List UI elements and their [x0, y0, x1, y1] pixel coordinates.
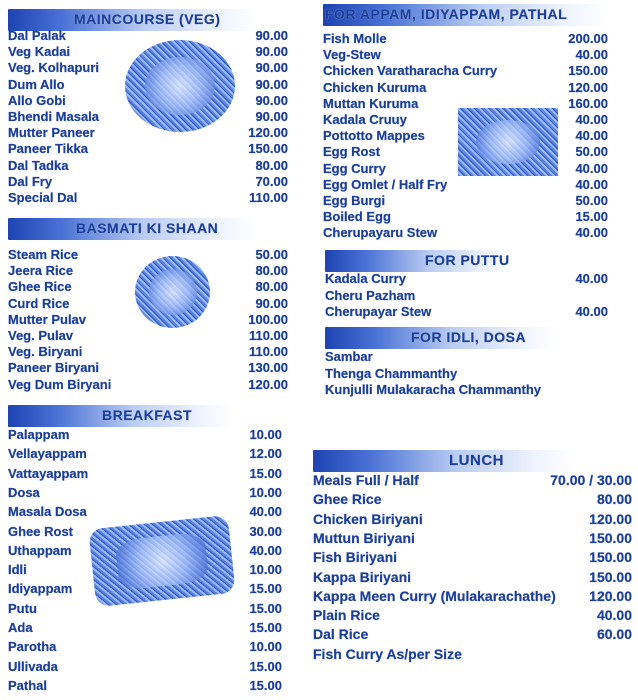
item-name: Kappa Biriyani [313, 568, 412, 585]
appam-header [323, 4, 608, 26]
breakfast-item [8, 427, 282, 443]
appam-item [323, 63, 608, 79]
item-name: Parotha [8, 639, 57, 655]
puttu-item [325, 304, 608, 320]
item-name: Bhendi Masala [8, 109, 100, 124]
item-name: Kunjulli Mulakaracha Chammanthy [325, 382, 541, 397]
item-price: 90.00 [255, 295, 288, 311]
item-name: Ghee Rice [313, 491, 382, 508]
appam-item [323, 177, 608, 193]
item-price: 90.00 [255, 92, 288, 108]
item-price: 15.00 [249, 677, 282, 693]
rice-photo [135, 256, 210, 328]
maincourse-item [8, 158, 288, 174]
item-name: Veg. Kolhapuri [8, 60, 100, 76]
item-name: Thenga Chammanthy [325, 365, 458, 381]
item-price: 10.00 [249, 484, 282, 500]
breakfast-item [8, 466, 282, 482]
lunch-item [313, 646, 632, 662]
maincourse-item [8, 28, 288, 44]
lunch-item [313, 549, 632, 565]
item-price: 110.00 [248, 328, 288, 343]
item-name: Mutter Pulav [8, 311, 87, 327]
item-price: 90.00 [255, 28, 288, 43]
item-name: Chicken Varatharacha Curry [323, 63, 498, 79]
item-name: Vellayappam [8, 446, 87, 462]
item-name: Ghee Rost [8, 523, 74, 539]
breakfast-item [8, 485, 282, 501]
basmati-item [8, 247, 288, 263]
item-name: Pottotto Mappes [323, 128, 425, 144]
item-price: 90.00 [255, 60, 288, 76]
item-name: Veg Dum Biryani [8, 376, 112, 392]
item-name: Vattayappam [8, 465, 89, 481]
item-price: 150.00 [248, 141, 288, 157]
maincourse-item [8, 190, 288, 206]
basmati-title: BASMATI KI SHAAN [76, 220, 219, 236]
item-name: Fish Molle [323, 31, 387, 46]
item-name: Dal Tadka [8, 157, 69, 173]
item-name: Dum Allo [8, 76, 65, 92]
item-price: 100.00 [248, 311, 288, 327]
item-name: Egg Burgi [323, 193, 386, 208]
item-name: Kadala Cruuy [323, 112, 407, 127]
item-price: 50.00 [575, 144, 608, 160]
item-name: Boiled Egg [323, 209, 391, 225]
appam-item [323, 47, 608, 63]
idli-title: FOR IDLI, DOSA [411, 329, 527, 345]
maincourse-item [8, 125, 288, 141]
breakfast-header [8, 405, 233, 427]
lunch-item [313, 472, 632, 488]
puttu-title: FOR PUTTU [425, 252, 510, 268]
item-price: 150.00 [589, 549, 632, 566]
item-price: 150.00 [568, 63, 608, 79]
breakfast-item [8, 678, 282, 694]
item-price: 160.00 [568, 95, 608, 111]
idli-item [325, 382, 608, 398]
item-price: 80.00 [596, 491, 632, 508]
item-price: 90.00 [255, 76, 288, 92]
item-price: 15.00 [249, 465, 282, 481]
item-name: Chicken Biriyani [313, 510, 423, 527]
breakfast-title: BREAKFAST [102, 407, 193, 423]
item-name: Ullivada [8, 658, 58, 674]
item-price: 80.00 [255, 263, 288, 279]
item-price: 15.00 [249, 581, 282, 597]
item-name: Kappa Meen Curry (Mulakarachathe) [313, 587, 556, 604]
item-name: Putu [8, 600, 37, 616]
item-name: Cheru Pazham [325, 287, 416, 303]
item-name: Muttan Kuruma [323, 95, 419, 111]
item-price: 120.00 [589, 510, 632, 527]
item-name: Veg-Stew [323, 47, 381, 63]
item-name: Mutter Paneer [8, 125, 95, 141]
item-price: 10.00 [249, 427, 282, 442]
breakfast-item [8, 659, 282, 675]
item-price: 10.00 [249, 639, 282, 655]
item-name: Veg. Pulav [8, 328, 74, 343]
basmati-item [8, 360, 288, 376]
item-name: Egg Omlet / Half Fry [323, 176, 448, 192]
item-name: Cherupayaru Stew [323, 225, 438, 241]
item-price: 40.00 [249, 542, 282, 558]
breakfast-item [8, 639, 282, 655]
item-name: Kadala Curry [325, 271, 406, 286]
item-name: Veg. Biryani [8, 344, 83, 360]
item-price: 15.00 [249, 620, 282, 635]
item-name: Pathal [8, 677, 48, 693]
item-name: Meals Full / Half [313, 472, 419, 488]
item-name: Palappam [8, 427, 70, 442]
item-name: Paneer Tikka [8, 141, 88, 157]
item-name: Ada [8, 620, 33, 635]
maincourse-title: MAINCOURSE (VEG) [74, 11, 221, 27]
item-name: Idiyappam [8, 581, 73, 597]
idli-header [325, 327, 555, 349]
item-price: 40.00 [575, 112, 608, 127]
puttu-item [325, 271, 608, 287]
item-price: 40.00 [249, 504, 282, 520]
item-name: Cherupayar Stew [325, 304, 432, 319]
item-name: Idli [8, 562, 27, 578]
item-price: 15.00 [575, 209, 608, 225]
item-price: 15.00 [249, 658, 282, 674]
item-name: Paneer Biryani [8, 360, 100, 376]
dosa-photo [88, 515, 235, 607]
breakfast-item [8, 620, 282, 636]
item-price: 12.00 [249, 446, 282, 462]
breakfast-item [8, 504, 282, 520]
item-price: 50.00 [255, 247, 288, 262]
basmati-item [8, 344, 288, 360]
item-price: 150.00 [589, 529, 632, 546]
item-name: Muttun Biriyani [313, 529, 415, 546]
item-price: 40.00 [575, 271, 608, 286]
lunch-item [313, 511, 632, 527]
item-name: Dosa [8, 484, 40, 500]
lunch-item [313, 530, 632, 546]
item-price: 130.00 [248, 360, 288, 376]
item-price: 40.00 [575, 304, 608, 319]
item-price: 150.00 [589, 568, 632, 585]
item-name: Special Dal [8, 190, 78, 205]
lunch-item [313, 588, 632, 604]
item-price: 40.00 [575, 160, 608, 176]
item-name: Uthappam [8, 542, 72, 558]
item-price: 40.00 [575, 176, 608, 192]
item-name: Fish Curry As/per Size [313, 645, 462, 662]
item-name: Curd Rice [8, 295, 70, 311]
item-price: 40.00 [575, 225, 608, 241]
item-price: 10.00 [249, 562, 282, 578]
item-name: Dal Palak [8, 28, 66, 43]
item-name: Dal Rice [313, 626, 369, 643]
item-price: 15.00 [249, 600, 282, 616]
item-price: 80.00 [255, 279, 288, 295]
item-name: Steam Rice [8, 247, 79, 262]
basmati-item [8, 377, 288, 393]
puttu-header [325, 250, 513, 272]
item-price: 80.00 [255, 157, 288, 173]
item-name: Fish Biriyani [313, 549, 398, 566]
item-price: 110.00 [248, 344, 288, 360]
appam-item [323, 209, 608, 225]
item-price: 40.00 [596, 607, 632, 624]
item-price: 120.00 [248, 125, 288, 141]
item-price: 120.00 [589, 587, 632, 604]
appam-item [323, 80, 608, 96]
appam-item [323, 31, 608, 47]
appam-title: FOR APPAM, IDIYAPPAM, PATHAL [325, 6, 568, 22]
lunch-item [313, 491, 632, 507]
basmati-item [8, 328, 288, 344]
item-price: 200.00 [568, 31, 608, 46]
lunch-header [313, 450, 573, 472]
item-price: 90.00 [255, 109, 288, 124]
lunch-item [313, 626, 632, 642]
item-price: 60.00 [596, 626, 632, 643]
item-price: 70.00 [255, 173, 288, 189]
item-price: 120.00 [568, 79, 608, 95]
lunch-item [313, 607, 632, 623]
item-name: Jeera Rice [8, 263, 74, 279]
item-name: Sambar [325, 349, 373, 364]
item-name: Allo Gobi [8, 92, 66, 108]
item-price: 90.00 [255, 44, 288, 60]
item-name: Ghee Rice [8, 279, 72, 295]
item-price: 30.00 [249, 523, 282, 539]
dal-photo [125, 40, 235, 132]
item-name: Veg Kadai [8, 44, 71, 60]
basmati-header [8, 218, 256, 240]
idli-item [325, 349, 608, 365]
lunch-item [313, 569, 632, 585]
item-name: Chicken Kuruma [323, 79, 427, 95]
lunch-title: LUNCH [449, 452, 504, 469]
item-name: Dal Fry [8, 173, 53, 189]
maincourse-item [8, 141, 288, 157]
idli-item [325, 366, 608, 382]
item-price: 120.00 [248, 376, 288, 392]
item-price: 110.00 [248, 190, 288, 205]
puttu-item [325, 288, 608, 304]
breakfast-item [8, 601, 282, 617]
item-price: 40.00 [575, 47, 608, 63]
item-price: 40.00 [575, 128, 608, 144]
item-name: Plain Rice [313, 607, 380, 624]
maincourse-item [8, 174, 288, 190]
breakfast-item [8, 446, 282, 462]
curry-photo [458, 108, 558, 176]
item-price: 70.00 / 30.00 [550, 472, 632, 488]
appam-item [323, 193, 608, 209]
item-name: Masala Dosa [8, 504, 87, 520]
item-name: Egg Rost [323, 144, 381, 160]
item-price: 50.00 [575, 193, 608, 208]
appam-item [323, 225, 608, 241]
item-name: Egg Curry [323, 160, 386, 176]
